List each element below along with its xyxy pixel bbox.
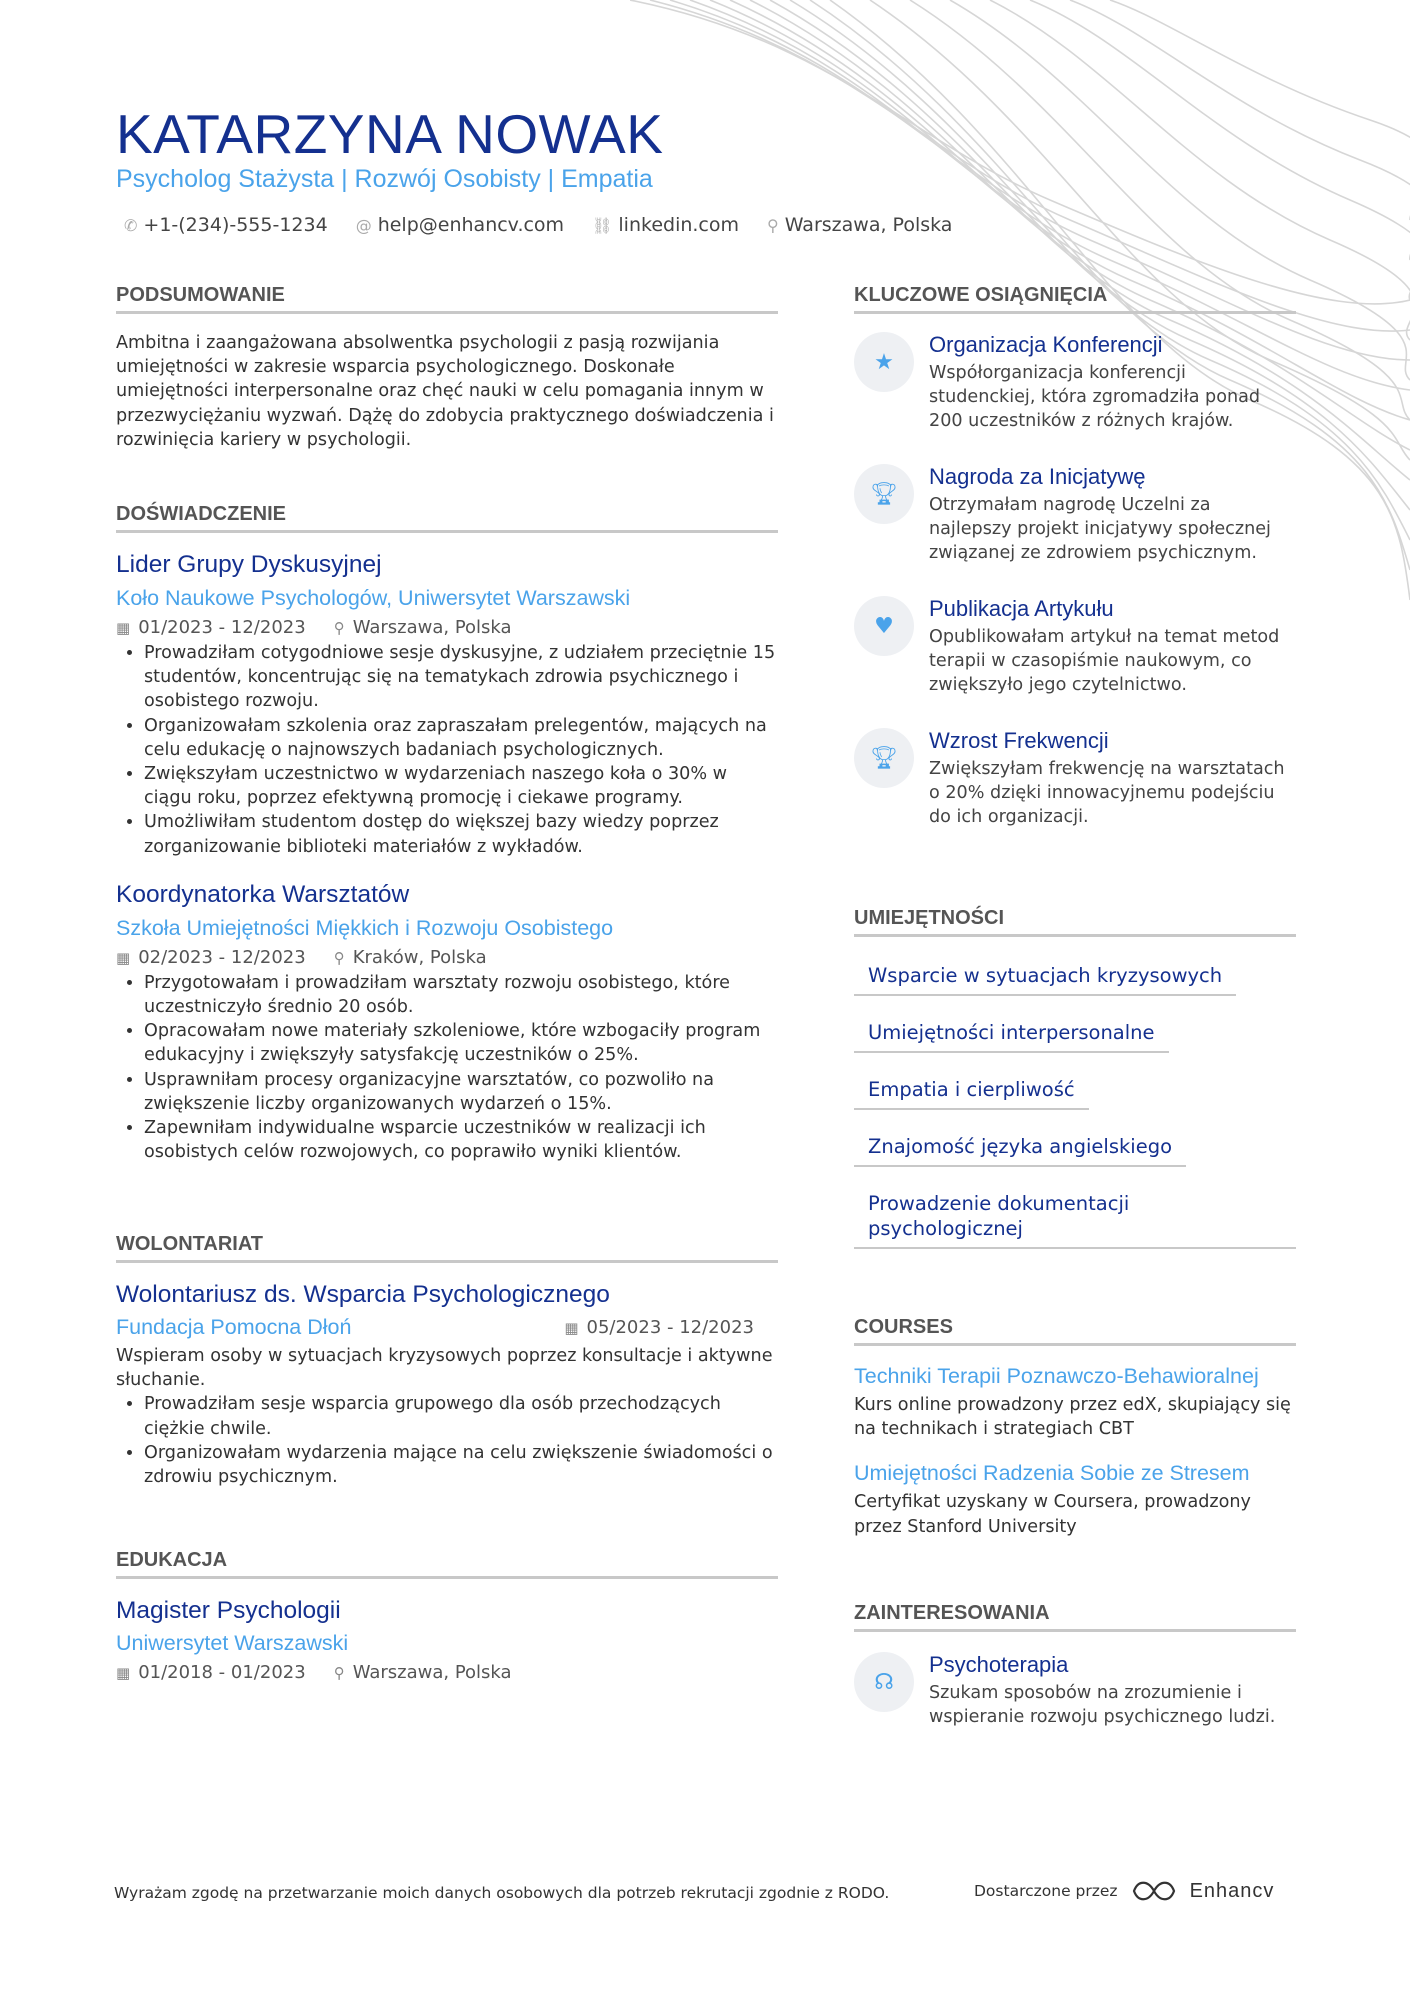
section-title-courses: COURSES — [854, 1316, 1296, 1346]
interest-desc: Szukam sposobów na zrozumienie i wspieranie rozwoju psychicznego ludzi. — [929, 1683, 1276, 1728]
job-bullet: • Prowadziłam cotygodniowe sesje dyskusyjne, z udziałem przeciętnie 15 studentów, koncentrując się na tematykach zdrowia psychicznego i osobistego rozwoju. — [144, 641, 778, 714]
section-title-achievements: KLUCZOWE OSIĄGNIĘCIA — [854, 284, 1296, 314]
job-entry — [116, 551, 778, 859]
location-pin-icon: ⚲ — [333, 1664, 345, 1682]
contact-phone[interactable] — [124, 214, 328, 236]
calendar-icon: ▦ — [116, 619, 131, 637]
volunteer-org: Fundacja Pomocna Dłoń — [116, 1315, 352, 1339]
candidate-name: KATARZYNA NOWAK — [116, 103, 664, 165]
section-title-summary: PODSUMOWANIE — [116, 284, 778, 314]
achievement-item — [854, 596, 1296, 698]
skill-tag: Umiejętności interpersonalne — [854, 1020, 1169, 1053]
job-title: Lider Grupy Dyskusyjnej — [116, 551, 382, 578]
volunteer-dates: 05/2023 - 12/2023 — [586, 1317, 754, 1338]
volunteer-meta — [116, 1315, 778, 1340]
volunteer-bullets — [116, 1392, 778, 1489]
contact-linkedin[interactable] — [592, 214, 739, 236]
achievement-item — [854, 728, 1296, 830]
education-section — [116, 1549, 778, 1683]
achievement-item — [854, 332, 1296, 434]
education-dates: 01/2018 - 01/2023 — [138, 1662, 306, 1683]
achievement-desc: Zwiększyłam frekwencję na warsztatach o 20% dzięki innowacyjnemu podejściu do ich organizacji. — [929, 759, 1285, 828]
job-bullet: • Przygotowałam i prowadziłam warsztaty rozwoju osobistego, które uczestniczyło średnio 20 osób. — [144, 971, 778, 1019]
job-dates: 01/2023 - 12/2023 — [138, 617, 306, 638]
course-title: Techniki Terapii Poznawczo-Behawioralnej — [854, 1364, 1259, 1388]
volunteer-title: Wolontariusz ds. Wsparcia Psychologicznego — [116, 1281, 610, 1308]
powered-by-label: Dostarczone przez — [974, 1882, 1118, 1900]
skills-section — [854, 907, 1296, 1267]
job-title: Koordynatorka Warsztatów — [116, 880, 410, 908]
enhancv-logo-icon — [1130, 1878, 1178, 1904]
skill-tag: Prowadzenie dokumentacji psychologicznej — [854, 1191, 1296, 1249]
calendar-icon: ▦ — [116, 948, 131, 967]
location-pin-icon: ⚲ — [333, 619, 345, 637]
job-org: Szkoła Umiejętności Miękkich i Rozwoju Osobistego — [116, 915, 614, 940]
job-bullet: • Zapewniłam indywidualne wsparcie uczestników w realizacji ich osobistych celów rozwojowych, co poprawiło wyniki klientów. — [144, 1116, 778, 1164]
powered-by — [974, 1878, 1274, 1904]
at-icon: @ — [355, 215, 372, 235]
trophy-icon: 🏆︎ — [854, 464, 914, 524]
interests-section — [854, 1602, 1296, 1742]
skill-tag: Empatia i cierpliwość — [854, 1077, 1089, 1110]
course-desc: Kurs online prowadzony przez edX, skupiający się na technikach i strategiach CBT — [854, 1395, 1291, 1440]
location-pin-icon: ⚲ — [767, 215, 779, 235]
star-icon: ★ — [854, 332, 914, 392]
job-location: Warszawa, Polska — [352, 617, 512, 638]
calendar-icon: ▦ — [564, 1319, 579, 1337]
job-dates: 02/2023 - 12/2023 — [138, 946, 306, 968]
courses-section — [854, 1316, 1296, 1539]
job-meta — [116, 947, 778, 968]
course-desc: Certyfikat uzyskany w Coursera, prowadzony przez Stanford University — [854, 1492, 1251, 1537]
contact-location — [767, 214, 952, 236]
education-location: Warszawa, Polska — [352, 1662, 512, 1683]
consent-note: Wyrażam zgodę na przetwarzanie moich danych osobowych dla potrzeb rekrutacji zgodnie z RODO. — [114, 1884, 890, 1902]
job-meta — [116, 617, 778, 638]
achievement-item — [854, 464, 1296, 566]
section-title-interests: ZAINTERESOWANIA — [854, 1602, 1296, 1632]
phone-text: +1-(234)-555-1234 — [143, 214, 328, 236]
course-item — [854, 1364, 1296, 1441]
job-bullets — [116, 971, 778, 1165]
volunteer-bullet: • Organizowałam wydarzenia mające na celu zwiększenie świadomości o zdrowiu psychicznym. — [144, 1441, 778, 1489]
achievement-title: Wzrost Frekwencji — [929, 728, 1109, 753]
location-pin-icon: ⚲ — [333, 948, 345, 967]
volunteer-desc: Wspieram osoby w sytuacjach kryzysowych poprzez konsultacje i aktywne słuchanie. — [116, 1346, 773, 1391]
achievements-section — [854, 284, 1296, 924]
volunteer-section — [116, 1233, 778, 1489]
heart-icon: ♥ — [854, 596, 914, 656]
education-degree: Magister Psychologii — [116, 1597, 341, 1624]
course-item — [854, 1461, 1296, 1538]
achievement-title: Nagroda za Inicjatywę — [929, 464, 1146, 489]
skill-tag: Znajomość języka angielskiego — [854, 1134, 1186, 1167]
interest-item — [854, 1652, 1296, 1729]
brain-icon: ☊ — [854, 1652, 914, 1712]
contact-bar — [124, 214, 952, 236]
volunteer-bullet: • Prowadziłam sesje wsparcia grupowego dla osób przechodzących ciężkie chwile. — [144, 1392, 778, 1440]
phone-icon: ✆ — [124, 215, 138, 235]
education-meta — [116, 1662, 778, 1683]
skill-tag: Wsparcie w sytuacjach kryzysowych — [854, 963, 1236, 996]
job-location: Kraków, Polska — [352, 946, 487, 968]
interest-title: Psychoterapia — [929, 1652, 1069, 1677]
job-org: Koło Naukowe Psychologów, Uniwersytet Warszawski — [116, 586, 631, 610]
section-title-volunteer: WOLONTARIAT — [116, 1233, 778, 1263]
summary-text: Ambitna i zaangażowana absolwentka psychologii z pasją rozwijania umiejętności w zakresie wsparcia psychologicznego. Doskonałe umiejętności interpersonalne oraz chęć nauki w celu pomagania innym w przezwyciężaniu wyzwań. Dążę do zdobycia praktycznego doświadczenia i rozwinięcia kariery w psychologii. — [116, 333, 774, 450]
enhancv-brand[interactable]: Enhancv — [1189, 1879, 1275, 1902]
email-text: help@enhancv.com — [377, 214, 565, 236]
section-title-education: EDUKACJA — [116, 1549, 778, 1579]
course-title: Umiejętności Radzenia Sobie ze Stresem — [854, 1461, 1250, 1486]
section-title-experience: DOŚWIADCZENIE — [116, 503, 778, 533]
section-title-skills: UMIEJĘTNOŚCI — [854, 907, 1296, 937]
job-entry — [116, 881, 778, 1165]
location-text: Warszawa, Polska — [784, 214, 953, 236]
achievement-desc: Współorganizacja konferencji studenckiej, która zgromadziła ponad 200 uczestników z różnych krajów. — [929, 363, 1261, 432]
contact-email[interactable] — [356, 214, 564, 236]
achievement-title: Organizacja Konferencji — [929, 332, 1163, 357]
link-icon: ⛓ — [592, 215, 613, 235]
achievement-desc: Otrzymałam nagrodę Uczelni za najlepszy projekt inicjatywy społecznej związanej ze zdrowiem psychicznym. — [929, 495, 1271, 564]
job-bullet: • Usprawniłam procesy organizacyjne warsztatów, co pozwoliło na zwiększenie liczby organizowanych wydarzeń o 15%. — [144, 1068, 778, 1116]
linkedin-text: linkedin.com — [618, 214, 740, 236]
calendar-icon: ▦ — [116, 1664, 131, 1682]
education-school: Uniwersytet Warszawski — [116, 1631, 349, 1655]
achievement-desc: Opublikowałam artykuł na temat metod terapii w czasopiśmie naukowym, co zwiększyło jego czytelnictwo. — [929, 627, 1280, 696]
candidate-title: Psycholog Stażysta | Rozwój Osobisty | Empatia — [116, 165, 653, 193]
achievement-title: Publikacja Artykułu — [929, 596, 1114, 621]
trophy-icon: 🏆︎ — [854, 728, 914, 788]
job-bullet: • Umożliwiłam studentom dostęp do większej bazy wiedzy poprzez zorganizowanie biblioteki materiałów z wykładów. — [144, 810, 778, 858]
job-bullet: • Organizowałam szkolenia oraz zapraszałam prelegentów, mających na celu edukację o najnowszych badaniach psychologicznych. — [144, 714, 778, 762]
job-bullet: • Opracowałam nowe materiały szkoleniowe, które wzbogaciły program edukacyjny i zwiększyły satysfakcję uczestników o 25%. — [144, 1019, 778, 1067]
summary-section — [116, 284, 778, 452]
job-bullets — [116, 641, 778, 859]
job-bullet: • Zwiększyłam uczestnictwo w wydarzeniach naszego koła o 30% w ciągu roku, poprzez efektywną promocję i ciekawe programy. — [144, 762, 778, 810]
experience-section — [116, 503, 778, 1164]
